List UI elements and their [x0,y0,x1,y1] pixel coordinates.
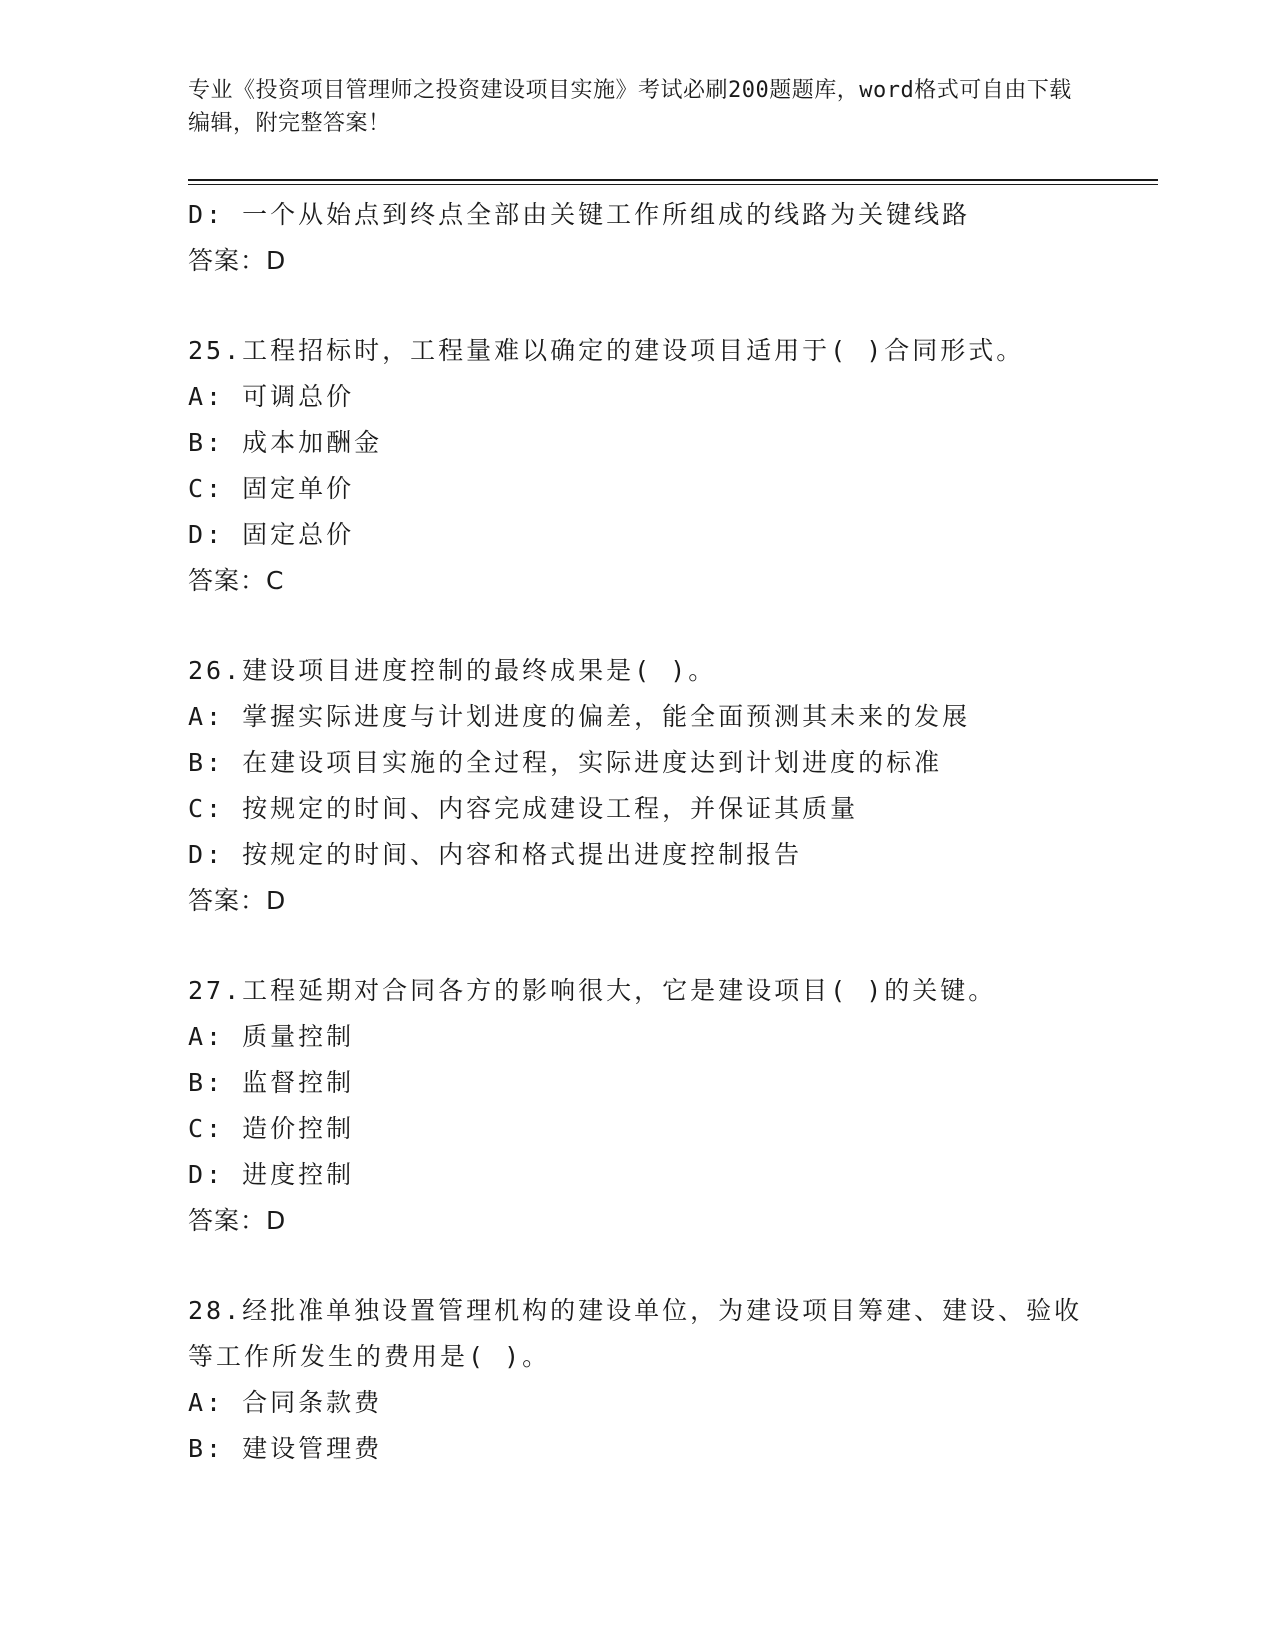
option-a: A: 掌握实际进度与计划进度的偏差，能全面预测其未来的发展 [188,702,971,731]
option-d: D: 一个从始点到终点全部由关键工作所组成的线路为关键线路 [188,200,971,229]
header-rule-thin [188,184,1158,185]
option-c: C: 按规定的时间、内容完成建设工程，并保证其质量 [188,794,859,823]
question-27 [188,968,1088,1244]
question-28 [188,1288,1088,1472]
question-stem: 26.建设项目进度控制的最终成果是( )。 [188,656,717,685]
option-d: D: 固定总价 [188,520,355,549]
question-24-tail [188,192,1088,284]
question-stem: 25.工程招标时，工程量难以确定的建设项目适用于( )合同形式。 [188,336,1025,365]
option-d: D: 进度控制 [188,1160,355,1189]
option-b: B: 成本加酬金 [188,428,383,457]
option-b: B: 建设管理费 [188,1434,383,1463]
option-c: C: 造价控制 [188,1114,355,1143]
header-rule-thick [188,179,1158,181]
answer-line: 答案：D [188,246,287,275]
option-c: C: 固定单价 [188,474,355,503]
document-header: 专业《投资项目管理师之投资建设项目实施》考试必刷200题题库，word格式可自由下载编辑，附完整答案！ [188,78,1072,136]
question-stem: 28.经批准单独设置管理机构的建设单位，为建设项目筹建、建设、验收等工作所发生的费用是( )。 [188,1296,1083,1371]
answer-line: 答案：D [188,1206,287,1235]
option-a: A: 合同条款费 [188,1388,383,1417]
answer-line: 答案：C [188,566,285,595]
question-26 [188,648,1088,924]
option-b: B: 监督控制 [188,1068,355,1097]
option-a: A: 质量控制 [188,1022,355,1051]
document-body [188,192,1088,1472]
question-25 [188,328,1088,604]
question-stem: 27.工程延期对合同各方的影响很大，它是建设项目( )的关键。 [188,976,997,1005]
option-d: D: 按规定的时间、内容和格式提出进度控制报告 [188,840,803,869]
answer-line: 答案：D [188,886,287,915]
document-page [188,0,1158,1650]
option-b: B: 在建设项目实施的全过程，实际进度达到计划进度的标准 [188,748,943,777]
option-a: A: 可调总价 [188,382,355,411]
